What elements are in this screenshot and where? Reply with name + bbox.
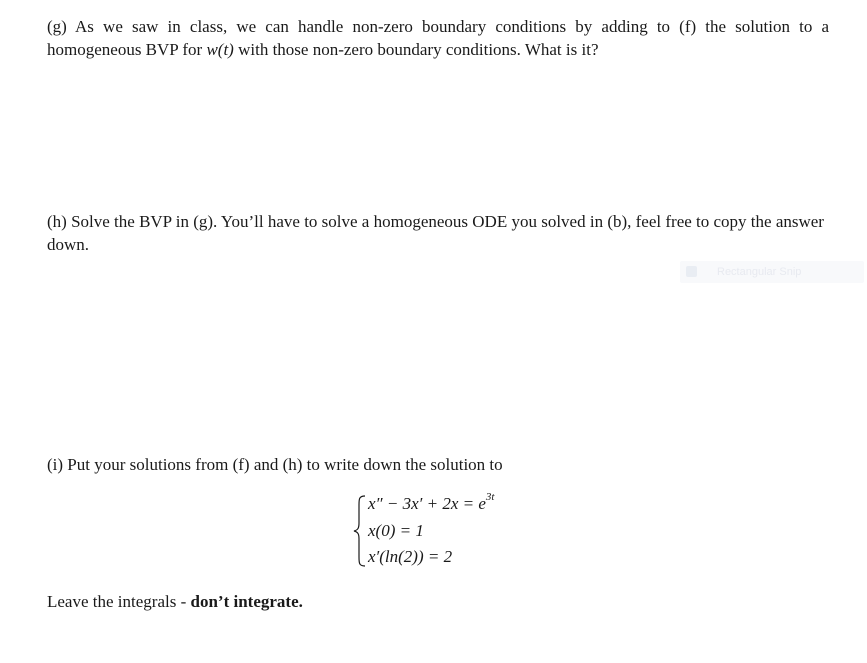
equation-ode-lhs: x″ − 3x′ + 2x = e	[368, 494, 486, 513]
left-brace	[353, 495, 367, 567]
part-g-variable: w(t)	[206, 40, 234, 59]
instruction-footer	[47, 590, 829, 613]
part-g-question	[47, 15, 829, 61]
instruction-emphasis: don’t integrate.	[190, 592, 303, 611]
part-g-text: (g) As we saw in class, we can handle non-zero boundary conditions by adding to (f) the solution to a homogeneous BVP for	[47, 17, 829, 59]
equation-boundary-condition: x′(ln(2)) = 2	[368, 547, 453, 566]
equation-initial-condition: x(0) = 1	[368, 521, 424, 540]
part-i-question: (i) Put your solutions from (f) and (h) to write down the solution to	[47, 455, 503, 474]
part-h-question: (h) Solve the BVP in (g). You’ll have to solve a homogeneous ODE you solved in (b), feel free to copy the answer down.	[47, 212, 824, 254]
snip-label: Rectangular Snip	[717, 266, 802, 278]
rectangular-snip-overlay[interactable]	[680, 261, 864, 283]
equation-ode	[368, 493, 494, 515]
part-g-text-end: with those non-zero boundary conditions. What is it?	[233, 40, 599, 59]
snip-icon	[686, 266, 697, 277]
instruction-text: Leave the integrals -	[47, 592, 191, 611]
equation-ode-exponent: 3t	[485, 491, 495, 504]
